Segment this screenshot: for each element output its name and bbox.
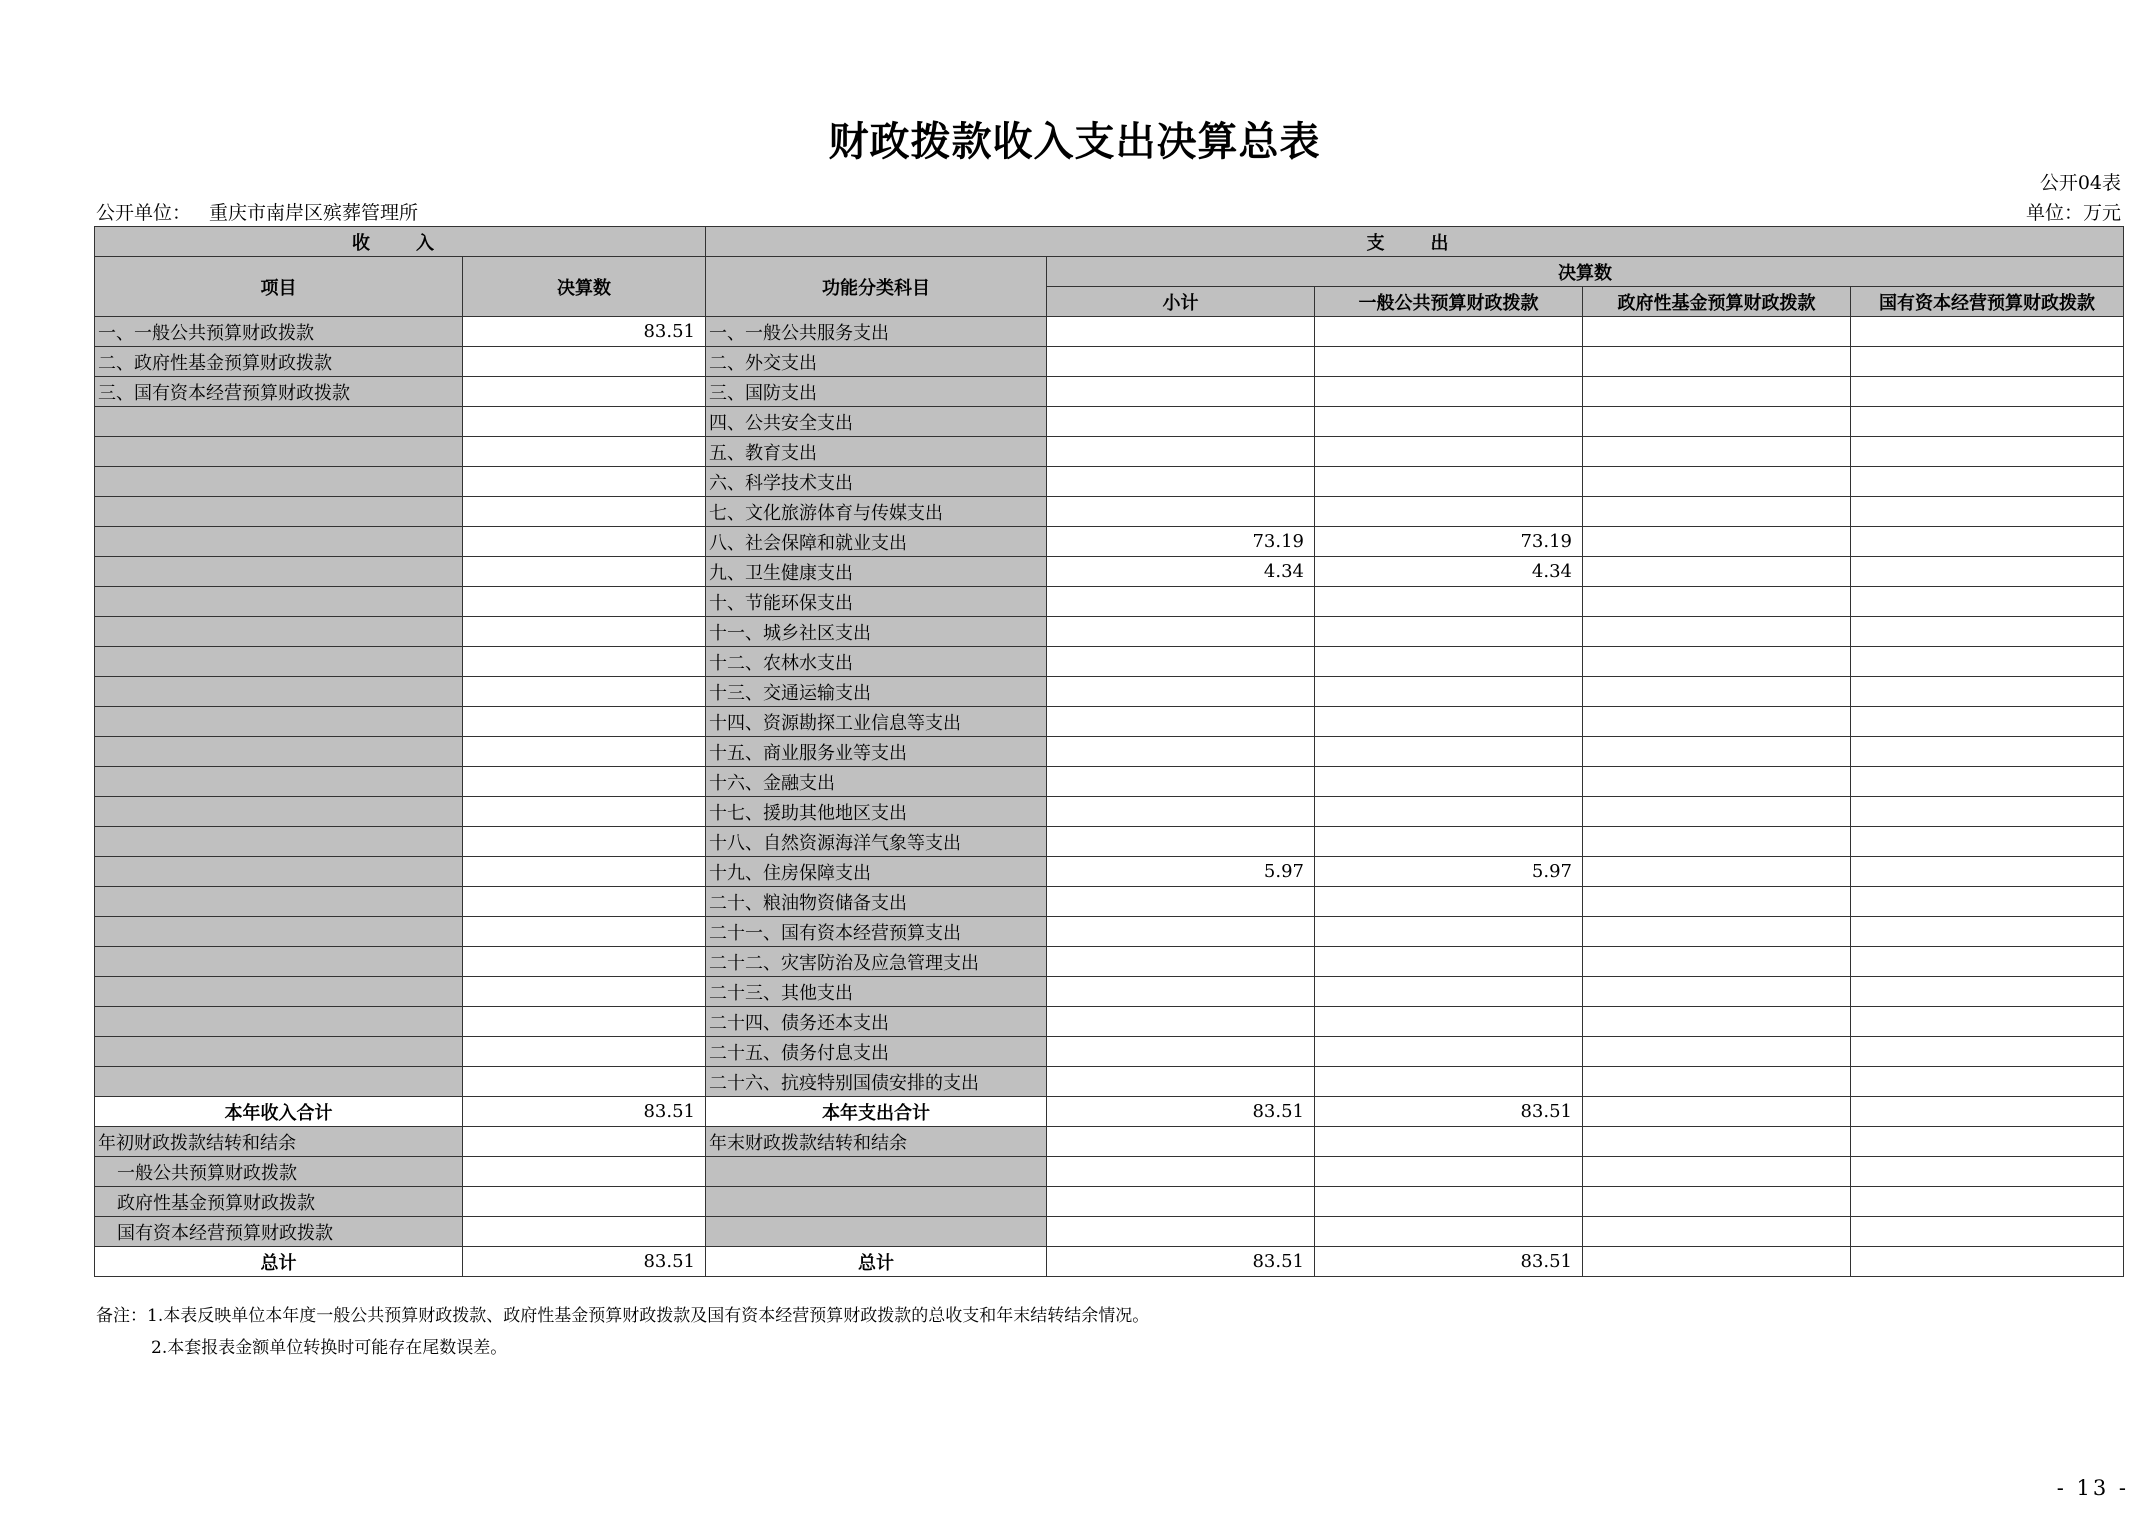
table-row: [95, 797, 2124, 827]
expense-item-cell: 二十二、灾害防治及应急管理支出: [706, 947, 1047, 977]
gov-fund-cell: [1583, 827, 1851, 857]
income-amount-cell: [463, 677, 706, 707]
income-amount-cell: [463, 647, 706, 677]
general-budget-cell: [1315, 977, 1583, 1007]
carry-row: [95, 1217, 2124, 1247]
year-total-row: [95, 1097, 2124, 1127]
carry-income-amount-cell: [463, 1157, 706, 1187]
carry-income-amount-cell: [463, 1187, 706, 1217]
expense-item-cell: 二十一、国有资本经营预算支出: [706, 917, 1047, 947]
table-row: [95, 677, 2124, 707]
notes: [96, 1300, 1149, 1364]
state-capital-cell: [1851, 557, 2124, 587]
table-row: [95, 827, 2124, 857]
expense-item-cell: 十三、交通运输支出: [706, 677, 1047, 707]
subtotal-cell: 83.51: [1047, 1097, 1315, 1127]
table-row: [95, 917, 2124, 947]
gov-fund-cell: [1583, 1157, 1851, 1187]
header-row-2: [95, 257, 2124, 287]
subtotal-cell: [1047, 977, 1315, 1007]
income-item-cell: [95, 407, 463, 437]
income-item-cell: [95, 737, 463, 767]
expense-item-cell: 十九、住房保障支出: [706, 857, 1047, 887]
expense-item-cell: 八、社会保障和就业支出: [706, 527, 1047, 557]
general-budget-cell: [1315, 407, 1583, 437]
income-amount-cell: [463, 1007, 706, 1037]
income-item-cell: [95, 857, 463, 887]
form-code: 公开04表: [2039, 172, 2121, 194]
gov-fund-cell: [1583, 407, 1851, 437]
subtotal-cell: [1047, 347, 1315, 377]
income-amount-cell: [463, 557, 706, 587]
state-capital-cell: [1851, 437, 2124, 467]
gov-fund-cell: [1583, 1247, 1851, 1277]
table-row: [95, 347, 2124, 377]
subtotal-cell: [1047, 1067, 1315, 1097]
subtotal-cell: 4.34: [1047, 557, 1315, 587]
general-budget-cell: [1315, 1187, 1583, 1217]
general-budget-cell: [1315, 1037, 1583, 1067]
table-row: [95, 1007, 2124, 1037]
gov-fund-cell: [1583, 947, 1851, 977]
gov-fund-cell: [1583, 917, 1851, 947]
state-capital-cell: [1851, 467, 2124, 497]
gov-fund-cell: [1583, 707, 1851, 737]
table-row: [95, 497, 2124, 527]
general-budget-cell: 4.34: [1315, 557, 1583, 587]
subtotal-cell: [1047, 497, 1315, 527]
income-amount-cell: [463, 857, 706, 887]
year-total-income-amount: 83.51: [463, 1097, 706, 1127]
income-amount-cell: [463, 917, 706, 947]
gov-fund-cell: [1583, 1067, 1851, 1097]
income-item-cell: [95, 767, 463, 797]
expense-item-cell: 五、教育支出: [706, 437, 1047, 467]
general-budget-cell: [1315, 1157, 1583, 1187]
subtotal-cell: [1047, 587, 1315, 617]
gov-fund-cell: [1583, 1217, 1851, 1247]
general-budget-cell: [1315, 1217, 1583, 1247]
subtotal-cell: [1047, 677, 1315, 707]
carry-row: [95, 1187, 2124, 1217]
subtotal-cell: [1047, 617, 1315, 647]
income-amount-cell: [463, 707, 706, 737]
subtotal-cell: [1047, 947, 1315, 977]
expense-item-cell: 二十六、抗疫特别国债安排的支出: [706, 1067, 1047, 1097]
gov-fund-cell: [1583, 737, 1851, 767]
income-amount-cell: [463, 377, 706, 407]
state-capital-cell: [1851, 977, 2124, 1007]
subtotal-cell: [1047, 767, 1315, 797]
gov-fund-cell: [1583, 317, 1851, 347]
state-capital-cell: [1851, 827, 2124, 857]
state-capital-cell: [1851, 407, 2124, 437]
state-capital-cell: [1851, 707, 2124, 737]
general-budget-cell: [1315, 617, 1583, 647]
budget-summary-table: [94, 226, 2124, 1277]
subtotal-cell: [1047, 317, 1315, 347]
income-amount-cell: [463, 407, 706, 437]
income-item-cell: [95, 1007, 463, 1037]
gov-fund-cell: [1583, 557, 1851, 587]
expense-item-cell: 二十五、债务付息支出: [706, 1037, 1047, 1067]
income-item-cell: [95, 677, 463, 707]
table-row: [95, 587, 2124, 617]
income-item-cell: [95, 617, 463, 647]
income-header: 收 入: [95, 227, 706, 257]
state-capital-cell: [1851, 1247, 2124, 1277]
income-amount-cell: [463, 437, 706, 467]
general-budget-cell: [1315, 737, 1583, 767]
income-item-cell: [95, 557, 463, 587]
general-budget-cell: [1315, 377, 1583, 407]
income-item-cell: 三、国有资本经营预算财政拨款: [95, 377, 463, 407]
general-budget-cell: [1315, 1127, 1583, 1157]
gov-fund-cell: [1583, 857, 1851, 887]
state-capital-header: 国有资本经营预算财政拨款: [1851, 287, 2124, 317]
expense-item-cell: 二十、粮油物资储备支出: [706, 887, 1047, 917]
general-budget-cell: [1315, 947, 1583, 977]
state-capital-cell: [1851, 887, 2124, 917]
gov-fund-cell: [1583, 767, 1851, 797]
state-capital-cell: [1851, 377, 2124, 407]
subtotal-cell: [1047, 1157, 1315, 1187]
income-item-cell: [95, 647, 463, 677]
carry-income-amount-cell: [463, 1127, 706, 1157]
expense-item-cell: 一、一般公共服务支出: [706, 317, 1047, 347]
carry-income-item-cell: 国有资本经营预算财政拨款: [95, 1217, 463, 1247]
state-capital-cell: [1851, 1127, 2124, 1157]
expense-item-cell: 七、文化旅游体育与传媒支出: [706, 497, 1047, 527]
table-row: [95, 377, 2124, 407]
income-item-cell: [95, 947, 463, 977]
state-capital-cell: [1851, 347, 2124, 377]
expense-item-cell: 十七、援助其他地区支出: [706, 797, 1047, 827]
general-budget-cell: 83.51: [1315, 1247, 1583, 1277]
year-total-income-label: 本年收入合计: [95, 1097, 463, 1127]
state-capital-cell: [1851, 497, 2124, 527]
gov-fund-cell: [1583, 1097, 1851, 1127]
income-item-cell: [95, 797, 463, 827]
note-1: 备注：1.本表反映单位本年度一般公共预算财政拨款、政府性基金预算财政拨款及国有资本经营预算财政拨款的总收支和年末结转结余情况。: [96, 1306, 1150, 1326]
income-amount-cell: [463, 617, 706, 647]
expense-item-cell: 十一、城乡社区支出: [706, 617, 1047, 647]
table-row: [95, 407, 2124, 437]
item-header: 项目: [95, 257, 463, 317]
gov-fund-cell: [1583, 347, 1851, 377]
subtotal-cell: [1047, 467, 1315, 497]
income-item-cell: [95, 527, 463, 557]
table-row: [95, 647, 2124, 677]
income-item-cell: [95, 467, 463, 497]
note-2: 2.本套报表金额单位转换时可能存在尾数误差。: [151, 1338, 508, 1358]
table-row: [95, 1067, 2124, 1097]
state-capital-cell: [1851, 737, 2124, 767]
general-budget-cell: [1315, 497, 1583, 527]
gov-fund-header: 政府性基金预算财政拨款: [1583, 287, 1851, 317]
table-row: [95, 557, 2124, 587]
gov-fund-cell: [1583, 977, 1851, 1007]
reporting-org: [96, 198, 418, 225]
general-budget-cell: [1315, 317, 1583, 347]
expense-item-cell: 九、卫生健康支出: [706, 557, 1047, 587]
general-budget-cell: [1315, 647, 1583, 677]
state-capital-cell: [1851, 1037, 2124, 1067]
gov-fund-cell: [1583, 587, 1851, 617]
expense-item-cell: 十四、资源勘探工业信息等支出: [706, 707, 1047, 737]
general-budget-cell: [1315, 887, 1583, 917]
general-budget-cell: [1315, 467, 1583, 497]
carry-income-item-cell: 年初财政拨款结转和结余: [95, 1127, 463, 1157]
expense-item-cell: 二十四、债务还本支出: [706, 1007, 1047, 1037]
subtotal-cell: [1047, 1127, 1315, 1157]
table-row: [95, 947, 2124, 977]
table-row: [95, 617, 2124, 647]
expense-item-cell: 二、外交支出: [706, 347, 1047, 377]
table-row: [95, 737, 2124, 767]
general-budget-cell: [1315, 437, 1583, 467]
general-budget-cell: [1315, 1007, 1583, 1037]
income-amount-cell: [463, 947, 706, 977]
subtotal-cell: [1047, 1187, 1315, 1217]
income-amount-cell: [463, 587, 706, 617]
income-amount-cell: [463, 1037, 706, 1067]
expense-item-cell: 十二、农林水支出: [706, 647, 1047, 677]
income-amount-cell: [463, 827, 706, 857]
general-budget-cell: 5.97: [1315, 857, 1583, 887]
income-amount-cell: [463, 887, 706, 917]
subtotal-cell: [1047, 647, 1315, 677]
income-amount-cell: 83.51: [463, 317, 706, 347]
page-number: - 13 -: [2056, 1476, 2129, 1500]
expense-item-cell: 四、公共安全支出: [706, 407, 1047, 437]
carry-income-amount-cell: [463, 1217, 706, 1247]
income-item-cell: [95, 437, 463, 467]
income-amount-cell: [463, 737, 706, 767]
expense-item-cell: 十五、商业服务业等支出: [706, 737, 1047, 767]
subtotal-cell: [1047, 407, 1315, 437]
gov-fund-cell: [1583, 437, 1851, 467]
table-row: [95, 1037, 2124, 1067]
state-capital-cell: [1851, 1097, 2124, 1127]
expense-item-cell: 十、节能环保支出: [706, 587, 1047, 617]
subtotal-cell: 73.19: [1047, 527, 1315, 557]
subtotal-cell: [1047, 377, 1315, 407]
state-capital-cell: [1851, 1007, 2124, 1037]
gov-fund-cell: [1583, 647, 1851, 677]
subtotal-cell: [1047, 887, 1315, 917]
general-budget-cell: [1315, 587, 1583, 617]
income-item-cell: [95, 827, 463, 857]
page-title: 财政拨款收入支出决算总表: [828, 118, 1321, 165]
gov-fund-cell: [1583, 677, 1851, 707]
func-subject-header: 功能分类科目: [706, 257, 1047, 317]
expense-item-cell: 三、国防支出: [706, 377, 1047, 407]
grand-total-row: [95, 1247, 2124, 1277]
state-capital-cell: [1851, 857, 2124, 887]
subtotal-cell: [1047, 797, 1315, 827]
expense-item-cell: 十八、自然资源海洋气象等支出: [706, 827, 1047, 857]
table-row: [95, 857, 2124, 887]
subtotal-cell: [1047, 737, 1315, 767]
subtotal-cell: [1047, 1007, 1315, 1037]
gov-fund-cell: [1583, 527, 1851, 557]
income-item-cell: [95, 977, 463, 1007]
general-budget-cell: [1315, 677, 1583, 707]
state-capital-cell: [1851, 527, 2124, 557]
expense-item-cell: 十六、金融支出: [706, 767, 1047, 797]
grand-total-income-label: 总计: [95, 1247, 463, 1277]
gov-fund-cell: [1583, 1127, 1851, 1157]
subtotal-cell: [1047, 1037, 1315, 1067]
subtotal-header: 小计: [1047, 287, 1315, 317]
income-amount-cell: [463, 797, 706, 827]
org-name: 重庆市南岸区殡葬管理所: [209, 202, 419, 224]
state-capital-cell: [1851, 917, 2124, 947]
state-capital-cell: [1851, 947, 2124, 977]
income-amount-cell: [463, 767, 706, 797]
general-budget-cell: 73.19: [1315, 527, 1583, 557]
carry-expense-item-cell: [706, 1187, 1047, 1217]
gov-fund-cell: [1583, 467, 1851, 497]
grand-total-income-amount: 83.51: [463, 1247, 706, 1277]
carry-row: [95, 1157, 2124, 1187]
general-budget-cell: [1315, 797, 1583, 827]
general-budget-cell: [1315, 767, 1583, 797]
table-row: [95, 527, 2124, 557]
table-row: [95, 317, 2124, 347]
gov-fund-cell: [1583, 1187, 1851, 1217]
subtotal-cell: 5.97: [1047, 857, 1315, 887]
state-capital-cell: [1851, 767, 2124, 797]
carry-income-item-cell: 一般公共预算财政拨款: [95, 1157, 463, 1187]
income-item-cell: [95, 587, 463, 617]
income-item-cell: [95, 497, 463, 527]
income-amount-cell: [463, 497, 706, 527]
state-capital-cell: [1851, 317, 2124, 347]
gov-fund-cell: [1583, 887, 1851, 917]
header-row-1: [95, 227, 2124, 257]
table-row: [95, 767, 2124, 797]
income-amount-cell: [463, 527, 706, 557]
table-row: [95, 437, 2124, 467]
grand-total-expense-label: 总计: [706, 1247, 1047, 1277]
expense-item-cell: 六、科学技术支出: [706, 467, 1047, 497]
final-amount-header: 决算数: [1047, 257, 2124, 287]
gov-fund-cell: [1583, 617, 1851, 647]
income-amount-cell: [463, 467, 706, 497]
carry-expense-item-cell: [706, 1157, 1047, 1187]
table-row: [95, 887, 2124, 917]
subtotal-cell: [1047, 917, 1315, 947]
general-budget-cell: [1315, 917, 1583, 947]
carry-expense-item-cell: [706, 1217, 1047, 1247]
general-budget-cell: [1315, 1067, 1583, 1097]
subtotal-cell: [1047, 437, 1315, 467]
carry-income-item-cell: 政府性基金预算财政拨款: [95, 1187, 463, 1217]
subtotal-cell: 83.51: [1047, 1247, 1315, 1277]
state-capital-cell: [1851, 647, 2124, 677]
state-capital-cell: [1851, 1157, 2124, 1187]
income-item-cell: [95, 1067, 463, 1097]
gov-fund-cell: [1583, 377, 1851, 407]
general-budget-cell: [1315, 707, 1583, 737]
state-capital-cell: [1851, 677, 2124, 707]
subtotal-cell: [1047, 1217, 1315, 1247]
gov-fund-cell: [1583, 1007, 1851, 1037]
carry-expense-item-cell: 年末财政拨款结转和结余: [706, 1127, 1047, 1157]
general-budget-cell: 83.51: [1315, 1097, 1583, 1127]
amount-header: 决算数: [463, 257, 706, 317]
carry-row: [95, 1127, 2124, 1157]
general-budget-cell: [1315, 347, 1583, 377]
income-item-cell: [95, 1037, 463, 1067]
state-capital-cell: [1851, 1217, 2124, 1247]
subtotal-cell: [1047, 707, 1315, 737]
state-capital-cell: [1851, 797, 2124, 827]
state-capital-cell: [1851, 587, 2124, 617]
income-item-cell: [95, 887, 463, 917]
state-capital-cell: [1851, 617, 2124, 647]
year-total-expense-label: 本年支出合计: [706, 1097, 1047, 1127]
table-row: [95, 467, 2124, 497]
income-item-cell: [95, 917, 463, 947]
income-item-cell: [95, 707, 463, 737]
table-row: [95, 707, 2124, 737]
gov-fund-cell: [1583, 797, 1851, 827]
gov-fund-cell: [1583, 1037, 1851, 1067]
state-capital-cell: [1851, 1187, 2124, 1217]
unit-label: 单位：万元: [2025, 202, 2121, 224]
gov-fund-cell: [1583, 497, 1851, 527]
general-budget-header: 一般公共预算财政拨款: [1315, 287, 1583, 317]
table-row: [95, 977, 2124, 1007]
income-item-cell: 一、一般公共预算财政拨款: [95, 317, 463, 347]
income-amount-cell: [463, 1067, 706, 1097]
expense-item-cell: 二十三、其他支出: [706, 977, 1047, 1007]
income-amount-cell: [463, 977, 706, 1007]
general-budget-cell: [1315, 827, 1583, 857]
org-label: 公开单位：: [96, 202, 192, 224]
state-capital-cell: [1851, 1067, 2124, 1097]
expense-header: 支 出: [706, 227, 2124, 257]
income-amount-cell: [463, 347, 706, 377]
income-item-cell: 二、政府性基金预算财政拨款: [95, 347, 463, 377]
subtotal-cell: [1047, 827, 1315, 857]
